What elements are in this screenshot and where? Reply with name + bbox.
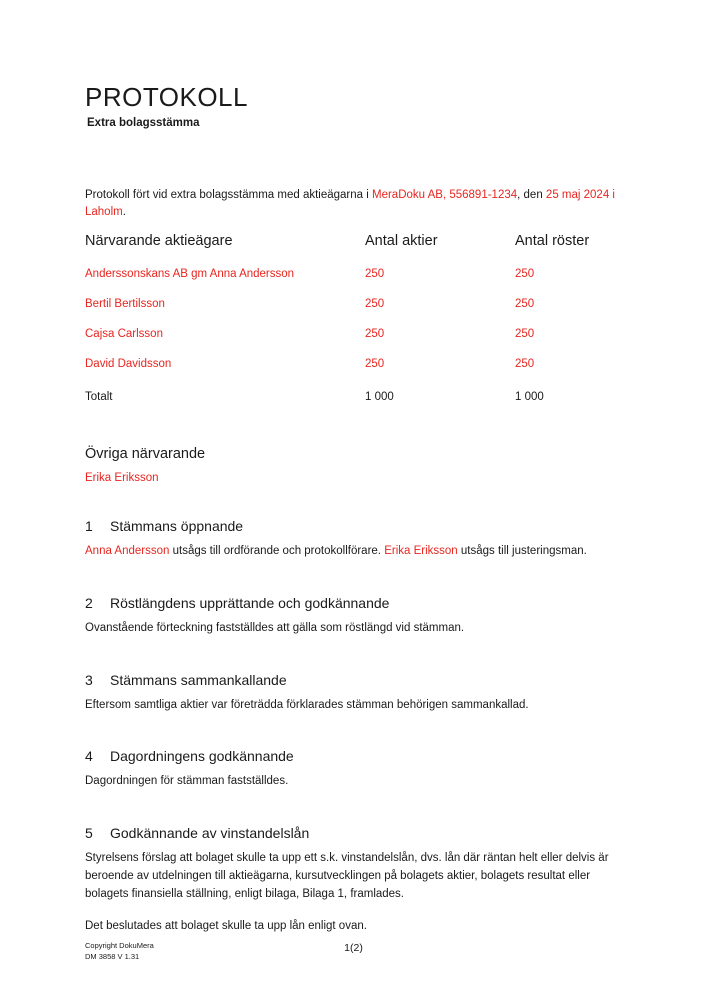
section-1-title: Stämmans öppnande: [110, 518, 244, 534]
shareholder-name: David Davidsson: [85, 358, 172, 370]
footer-docid: DM 3858 V 1.31: [85, 951, 140, 961]
section-1-name1: Anna Andersson: [85, 545, 170, 557]
section-5-number: 5: [85, 825, 93, 842]
shareholder-votes: 250: [515, 328, 535, 340]
intro-text-part1: Protokoll fört vid extra bolagsstämma med aktieägarna i: [85, 189, 372, 201]
total-votes: 1 000: [515, 391, 544, 403]
shareholder-votes: 250: [515, 298, 535, 310]
section-1: [85, 518, 625, 561]
section-5: [85, 825, 625, 935]
shareholder-shares: 250: [365, 328, 385, 340]
intro-text-part3: .: [122, 206, 126, 219]
intro-text-part2: , den: [517, 189, 546, 201]
shareholder-name: Anderssonskans AB gm Anna Andersson: [85, 268, 295, 280]
section-1-body: [85, 543, 625, 561]
section-4-title: Dagordningens godkännande: [110, 748, 294, 765]
table-row: [85, 289, 625, 319]
column-header-name: Närvarande aktieägare: [85, 233, 233, 249]
section-4: [85, 748, 625, 791]
shareholder-shares: 250: [365, 358, 385, 370]
page-subtitle: Extra bolagsstämma: [87, 117, 200, 129]
section-2-title: Röstlängdens upprättande och godkännande: [110, 594, 390, 611]
other-present-heading: Övriga närvarande: [85, 446, 206, 462]
table-header: [85, 233, 625, 259]
shareholders-table: [85, 233, 625, 412]
page-title: PROTOKOLL: [85, 82, 248, 112]
section-4-body: Dagordningen för stämman fastställdes.: [85, 775, 289, 788]
section-2-number: 2: [85, 594, 93, 611]
column-header-shares: Antal aktier: [365, 233, 438, 249]
footer-copyright: Copyright DokuMera: [85, 941, 154, 950]
section-3-title: Stämmans sammankallande: [110, 671, 287, 688]
intro-paragraph: [85, 187, 625, 222]
section-1-name2: Erika Eriksson: [384, 545, 458, 557]
shareholder-shares: 250: [365, 298, 385, 310]
column-header-votes: Antal röster: [515, 233, 590, 249]
table-total-row: [85, 379, 625, 412]
intro-date-place: 25 maj 2024 i Laholm: [85, 189, 615, 219]
section-1-number: 1: [85, 518, 93, 534]
section-2-heading: [85, 595, 625, 611]
intro-company: MeraDoku AB, 556891-1234: [372, 189, 518, 201]
shareholder-votes: 250: [515, 268, 535, 280]
table-row: [85, 349, 625, 379]
section-5-body-2: Det beslutades att bolaget skulle ta upp lån enligt ovan.: [85, 919, 367, 932]
shareholder-name: Cajsa Carlsson: [85, 328, 163, 340]
section-5-body-1: Styrelsens förslag att bolaget skulle ta upp ett s.k. vinstandelslån, dvs. lån där räntan helt eller delvis är beroende av utdelningen till aktieägarna, kursutvecklingen på bolagets aktier, bolagets resultat eller bolagets finansiella ställning, enligt bilaga, Bilaga 1, framlades.: [85, 852, 609, 900]
section-1-heading: [85, 518, 625, 534]
page-number: 1(2): [344, 942, 363, 954]
section-4-number: 4: [85, 748, 93, 765]
section-3: [85, 672, 625, 715]
table-row: [85, 259, 625, 289]
shareholder-shares: 250: [365, 268, 385, 280]
shareholder-name: Bertil Bertilsson: [85, 298, 165, 310]
section-4-heading: [85, 748, 625, 764]
section-2-body: Ovanstående förteckning fastställdes att gälla som röstlängd vid stämman.: [85, 621, 465, 634]
section-1-post: utsågs till justeringsman.: [457, 545, 587, 557]
total-label: Totalt: [85, 391, 113, 403]
document-content: [85, 0, 625, 936]
section-5-title: Godkännande av vinstandelslån: [110, 825, 310, 842]
shareholder-votes: 250: [515, 358, 535, 370]
table-row: [85, 319, 625, 349]
section-1-mid: utsågs till ordförande och protokollförare.: [169, 545, 385, 557]
table-body: [85, 259, 625, 412]
section-3-heading: [85, 672, 625, 688]
section-3-body: Eftersom samtliga aktier var företrädda förklarades stämman behörigen sammankallad.: [85, 698, 529, 711]
total-shares: 1 000: [365, 391, 394, 403]
other-present-names: Erika Eriksson: [85, 472, 159, 484]
section-5-heading: [85, 825, 625, 841]
section-3-number: 3: [85, 671, 93, 688]
section-2: [85, 595, 625, 638]
table-header-row: [85, 233, 625, 259]
